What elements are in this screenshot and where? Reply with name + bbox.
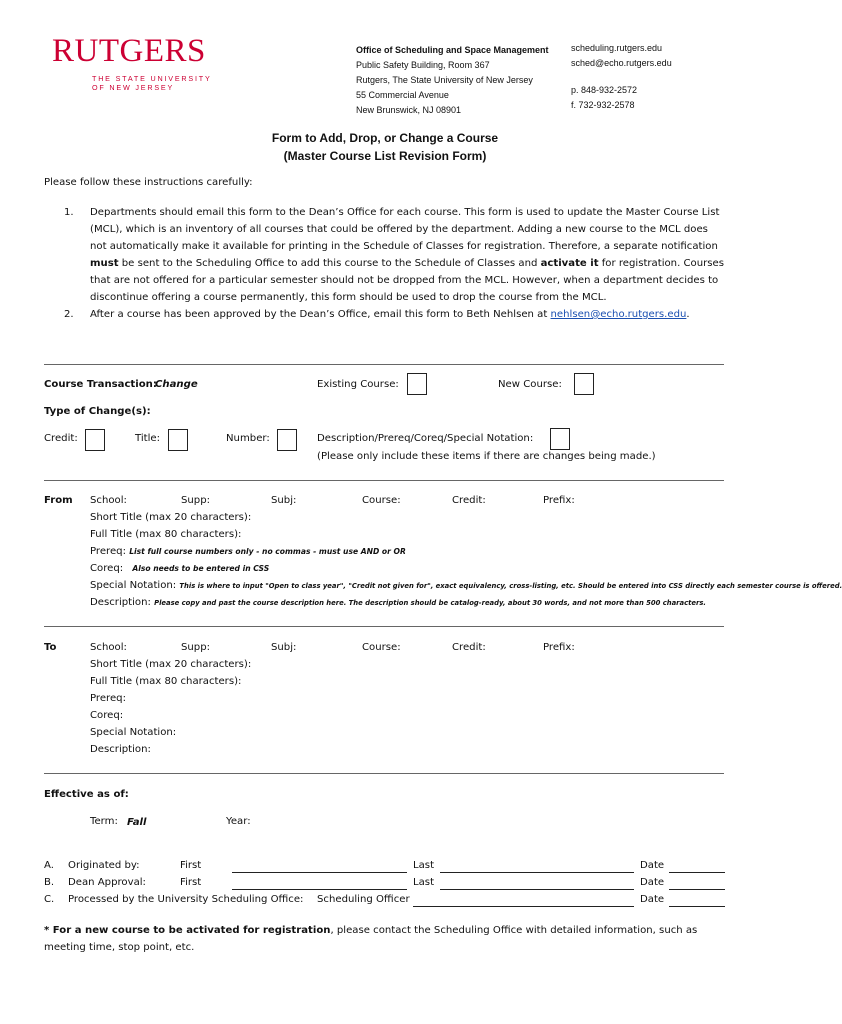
instruction-text: . [686,309,690,320]
description-change-label: Description/Prereq/Coreq/Special Notation: [317,433,534,444]
signoff-a-first-input[interactable] [232,872,407,873]
from-school-field[interactable]: School: [90,495,127,506]
footer-note-emphasis: * For a new course to be activated for registration [44,925,331,936]
instructions-list [64,204,726,323]
signoff-b-date-label: Date [640,877,665,888]
from-description-note: Please copy and past the course description here. The description should be catalog-ready, about 30 words, and not more than 500 characters. [154,599,706,607]
to-prereq-field[interactable]: Prereq: [90,693,126,704]
form-title-line-1: Form to Add, Drop, or Change a Course [271,131,499,145]
instructions-intro: Please follow these instructions carefully: [44,177,253,188]
footer-note-text: , please contact the Scheduling Office with detailed information, such as meeting time, stop point, etc. [44,925,698,953]
logo-subtitle-2: OF NEW JERSEY [92,83,175,92]
from-supp-field[interactable]: Supp: [181,495,211,506]
to-credit-field[interactable]: Credit: [452,642,486,653]
contact-phone: p. 848-932-2572 [571,85,638,95]
to-school-field[interactable]: School: [90,642,127,653]
form-title-line-2: (Master Course List Revision Form) [283,149,487,163]
term-value[interactable]: Fall [127,817,147,828]
from-short-title-field[interactable]: Short Title (max 20 characters): [90,512,252,523]
from-full-title-field[interactable]: Full Title (max 80 characters): [90,529,242,540]
title-change-label: Title: [135,433,161,444]
divider [44,364,724,365]
signoff-a-letter: A. [44,860,54,871]
number-change-label: Number: [226,433,270,444]
from-prefix-field[interactable]: Prefix: [543,495,575,506]
instruction-item-2 [64,306,726,323]
from-course-field[interactable]: Course: [362,495,401,506]
credit-change-checkbox[interactable] [85,429,105,451]
logo-wordmark: RUTGERS [52,33,206,69]
instruction-text: After a course has been approved by the Dean’s Office, email this form to Beth Nehlsen at [90,309,551,320]
to-description-field[interactable]: Description: [90,744,151,755]
existing-course-checkbox[interactable] [407,373,427,395]
office-contact [571,41,672,113]
signoff-b-last-label: Last [413,877,435,888]
from-prereq-field[interactable] [90,546,406,557]
scheduling-officer-input[interactable] [413,906,634,907]
description-change-note: (Please only include these items if there are changes being made.) [317,451,656,462]
signoff-b-label: Dean Approval: [68,877,146,888]
instruction-emphasis: must [90,258,119,269]
instruction-item-1 [64,204,726,306]
to-label: To [44,642,57,653]
from-special-notation-field[interactable] [90,580,842,591]
to-prefix-field[interactable]: Prefix: [543,642,575,653]
to-short-title-field[interactable]: Short Title (max 20 characters): [90,659,252,670]
from-prereq-note: List full course numbers only - no commas - must use AND or OR [129,547,406,556]
number-change-checkbox[interactable] [277,429,297,451]
from-description-field[interactable] [90,597,706,608]
office-name: Office of Scheduling and Space Management [356,45,549,55]
instruction-text: Departments should email this form to the Dean’s Office for each course. This form is used to update the Master Course List (MCL), which is an inventory of all courses that could be offered by the department. Adding a new course to the MCL does not automatically make it available for printing in the Schedule of Classes for registration. Therefore, a separate notification [90,207,720,252]
credit-change-label: Credit: [44,433,78,444]
signoff-a-label: Originated by: [68,860,140,871]
signoff-a-last-label: Last [413,860,435,871]
instruction-emphasis: activate it [540,258,599,269]
form-title [0,129,770,165]
from-description-label: Description: [90,597,151,608]
title-change-checkbox[interactable] [168,429,188,451]
to-course-field[interactable]: Course: [362,642,401,653]
signoff-a-date-input[interactable] [669,872,725,873]
effective-label: Effective as of: [44,789,129,800]
to-subj-field[interactable]: Subj: [271,642,297,653]
signoff-c-label: Processed by the University Scheduling Office: [68,894,304,905]
signoff-c-letter: C. [44,894,55,905]
signoff-a-last-input[interactable] [440,872,634,873]
from-coreq-field[interactable] [90,563,269,574]
from-prereq-label: Prereq: [90,546,126,557]
from-coreq-note: Also needs to be entered in CSS [132,564,270,573]
signoff-b-letter: B. [44,877,55,888]
email-link[interactable]: nehlsen@echo.rutgers.edu [550,309,687,320]
instruction-number: 2. [64,309,74,320]
divider [44,480,724,481]
from-subj-field[interactable]: Subj: [271,495,297,506]
to-full-title-field[interactable]: Full Title (max 80 characters): [90,676,242,687]
office-line-1: Public Safety Building, Room 367 [356,60,490,70]
signoff-b-date-input[interactable] [669,889,725,890]
new-course-checkbox[interactable] [574,373,594,395]
scheduling-officer-label: Scheduling Officer [317,894,410,905]
footer-note [44,922,734,956]
instruction-number: 1. [64,207,74,218]
signoff-a-first-label: First [180,860,202,871]
from-special-note: This is where to input "Open to class year", "Credit not given for", exact equivalency, cross-listing, etc. Should be entered into CSS directly each semester course is offered. [179,582,842,590]
year-field[interactable]: Year: [226,816,251,827]
new-course-label: New Course: [498,379,562,390]
to-coreq-field[interactable]: Coreq: [90,710,124,721]
change-type-label: Type of Change(s): [44,406,151,417]
term-label: Term: [90,816,118,827]
signoff-b-first-label: First [180,877,202,888]
to-supp-field[interactable]: Supp: [181,642,211,653]
contact-email: sched@echo.rutgers.edu [571,58,672,68]
from-label: From [44,495,73,506]
office-line-2: Rutgers, The State University of New Jersey [356,75,533,85]
transaction-label: Course Transaction: [44,379,157,390]
transaction-value[interactable]: Change [155,379,198,390]
to-special-notation-field[interactable]: Special Notation: [90,727,177,738]
logo-subtitle-1: THE STATE UNIVERSITY [92,74,212,83]
divider [44,773,724,774]
description-change-checkbox[interactable] [550,428,570,450]
rutgers-logo [52,34,212,92]
office-address [356,43,549,118]
from-coreq-label: Coreq: [90,563,124,574]
office-line-3: 55 Commercial Avenue [356,90,449,100]
contact-web: scheduling.rutgers.edu [571,43,663,53]
instruction-text: be sent to the Scheduling Office to add this course to the Schedule of Classes and [118,258,541,269]
contact-fax: f. 732-932-2578 [571,100,635,110]
signoff-c-date-input[interactable] [669,906,725,907]
from-special-label: Special Notation: [90,580,177,591]
existing-course-label: Existing Course: [317,379,399,390]
office-line-4: New Brunswick, NJ 08901 [356,105,462,115]
signoff-c-date-label: Date [640,894,665,905]
divider [44,626,724,627]
instruction-text: for registration. Courses that are not offered for a particular semester should not be dropped from the MCL. However, when a department decides to discontinue offering a course permanently, this form should be used to drop the course from the MCL. [90,258,724,303]
signoff-b-last-input[interactable] [440,889,634,890]
signoff-a-date-label: Date [640,860,665,871]
from-credit-field[interactable]: Credit: [452,495,486,506]
signoff-b-first-input[interactable] [232,889,407,890]
